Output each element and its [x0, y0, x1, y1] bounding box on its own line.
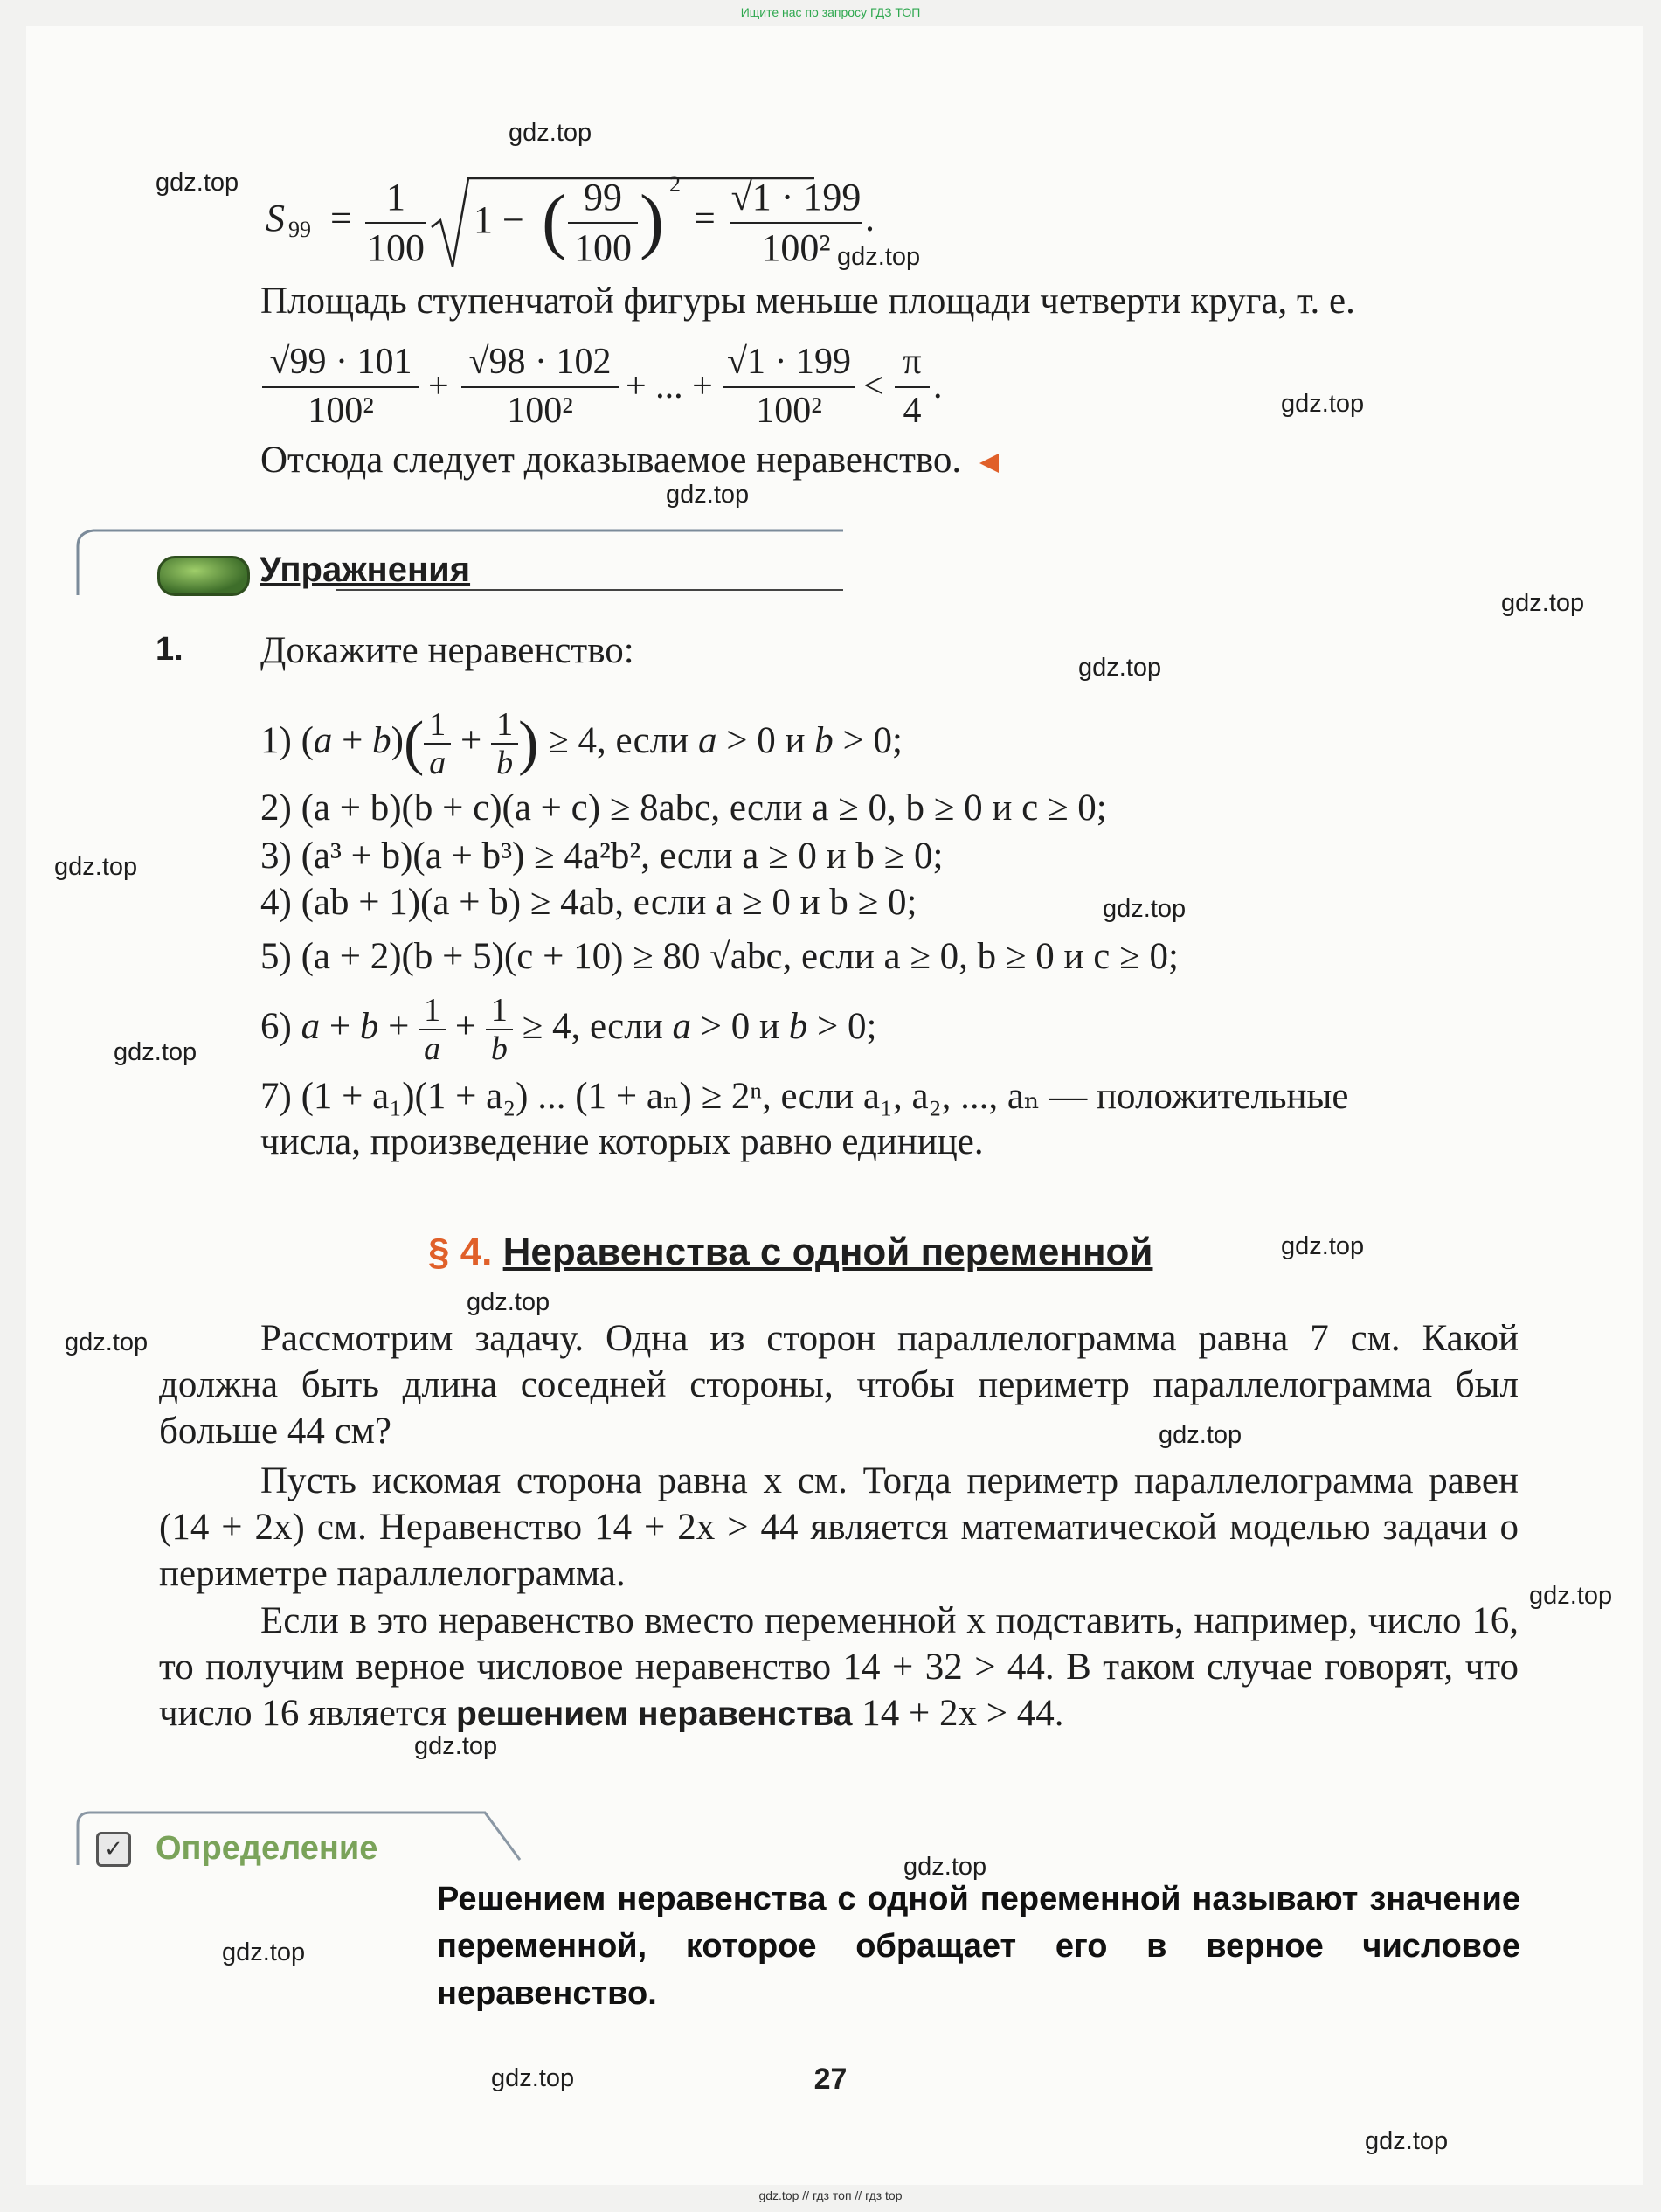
watermark: gdz.top: [509, 119, 592, 147]
watermark: gdz.top: [1281, 390, 1365, 418]
exercise-item: 1) (a + b)( $\frac{1}{a}$ + $\frac{1}{b}$ ) ≥ 4, если a > 0 и b > 0;: [260, 706, 903, 781]
watermark: gdz.top: [666, 481, 750, 509]
watermark: gdz.top: [65, 1328, 149, 1356]
section-title: Неравенства с одной переменной: [502, 1231, 1153, 1273]
definition-heading: Определение: [156, 1830, 378, 1867]
paragraph: Рассмотрим задачу. Одна из сторон параллелограмма равна 7 см. Какой должна быть длина соседней стороны, чтобы периметр параллелограмма был больше 44 см?: [159, 1318, 1519, 1452]
exercises-heading: Упражнения: [260, 551, 471, 589]
watermark: gdz.top: [414, 1732, 498, 1760]
paragraph: Если в это неравенство вместо переменной x подставить, например, число 16, то получим верное числовое неравенство 14 + 32 > 44. В таком случае говорят, что число 16 является решением неравенства 14 + 2x > 44.: [159, 1600, 1519, 1734]
watermark: gdz.top: [156, 169, 239, 197]
exercise-item: 6) a + b + $\frac{1}{a}$ + $\frac{1}{b}$ ≥ 4, если a > 0 и b > 0;: [260, 992, 877, 1067]
bottom-banner: gdz.top // гдз топ // гдз top: [758, 2188, 903, 2202]
watermark: gdz.top: [837, 243, 921, 271]
formula-sum-inequality: √99 · 101 100² + √98 · 102 100² + ... + √1 · 199 100² < π 4 .: [262, 341, 961, 437]
exercise-item: 7) (1 + a₁)(1 + a₂) ... (1 + aₙ) ≥ 2ⁿ, если a₁, a₂, ..., aₙ — положительные: [260, 1076, 1349, 1117]
watermark: gdz.top: [1501, 589, 1585, 617]
watermark: gdz.top: [467, 1288, 550, 1316]
exercise-number: 1.: [156, 631, 183, 668]
watermark: gdz.top: [1281, 1232, 1365, 1260]
watermark: gdz.top: [1103, 895, 1187, 923]
watermark: gdz.top: [114, 1038, 197, 1066]
exercises-icon: [157, 556, 250, 596]
watermark: gdz.top: [903, 1853, 987, 1881]
watermark: gdz.top: [1365, 2127, 1449, 2155]
definition-icon: ✓: [96, 1832, 131, 1867]
paragraph: Пусть искомая сторона равна x см. Тогда периметр параллелограмма равен (14 + 2x) см. Неравенство 14 + 2x > 44 является математической моделью задачи о периметре параллелограмма.: [159, 1460, 1519, 1594]
exercise-item: 2) (a + b)(b + c)(a + c) ≥ 8abc, если a ≥ 0, b ≥ 0 и c ≥ 0;: [260, 787, 1107, 829]
watermark: gdz.top: [1159, 1421, 1242, 1449]
end-of-proof-icon: [978, 452, 1000, 475]
exercise-item: числа, произведение которых равно единице.: [260, 1121, 984, 1162]
section-heading: [428, 1231, 1152, 1274]
watermark: gdz.top: [1078, 654, 1162, 682]
exercise-item: 4) (ab + 1)(a + b) ≥ 4ab, если a ≥ 0 и b ≥ 0;: [260, 882, 917, 923]
top-banner: Ищите нас по запросу ГДЗ ТОП: [740, 5, 921, 19]
exercise-item: 5) (a + 2)(b + 5)(c + 10) ≥ 80 √abc, если a ≥ 0, b ≥ 0 и c ≥ 0;: [260, 936, 1179, 977]
formula-s99: S 99 = 1 100 1 − ( 99 100 ) 2 = √1 · 199 100² .: [266, 171, 875, 269]
definition-text: Решением неравенства с одной переменной называют значение переменной, которое обращает его в верное числовое неравенство.: [437, 1881, 1520, 2012]
stepped-figure-text: Площадь ступенчатой фигуры меньше площади четверти круга, т. е.: [260, 281, 1355, 322]
watermark: gdz.top: [1529, 1582, 1613, 1610]
page-number: 27: [813, 2063, 848, 2096]
section-number: § 4.: [428, 1231, 493, 1273]
exercise-intro: Докажите неравенство:: [260, 630, 634, 671]
watermark: gdz.top: [54, 853, 138, 881]
exercise-item: 3) (a³ + b)(a + b³) ≥ 4a²b², если a ≥ 0 и b ≥ 0;: [260, 836, 944, 877]
watermark: gdz.top: [222, 1938, 306, 1966]
watermark: gdz.top: [491, 2064, 575, 2092]
conclusion-text: Отсюда следует доказываемое неравенство.: [260, 437, 1000, 483]
